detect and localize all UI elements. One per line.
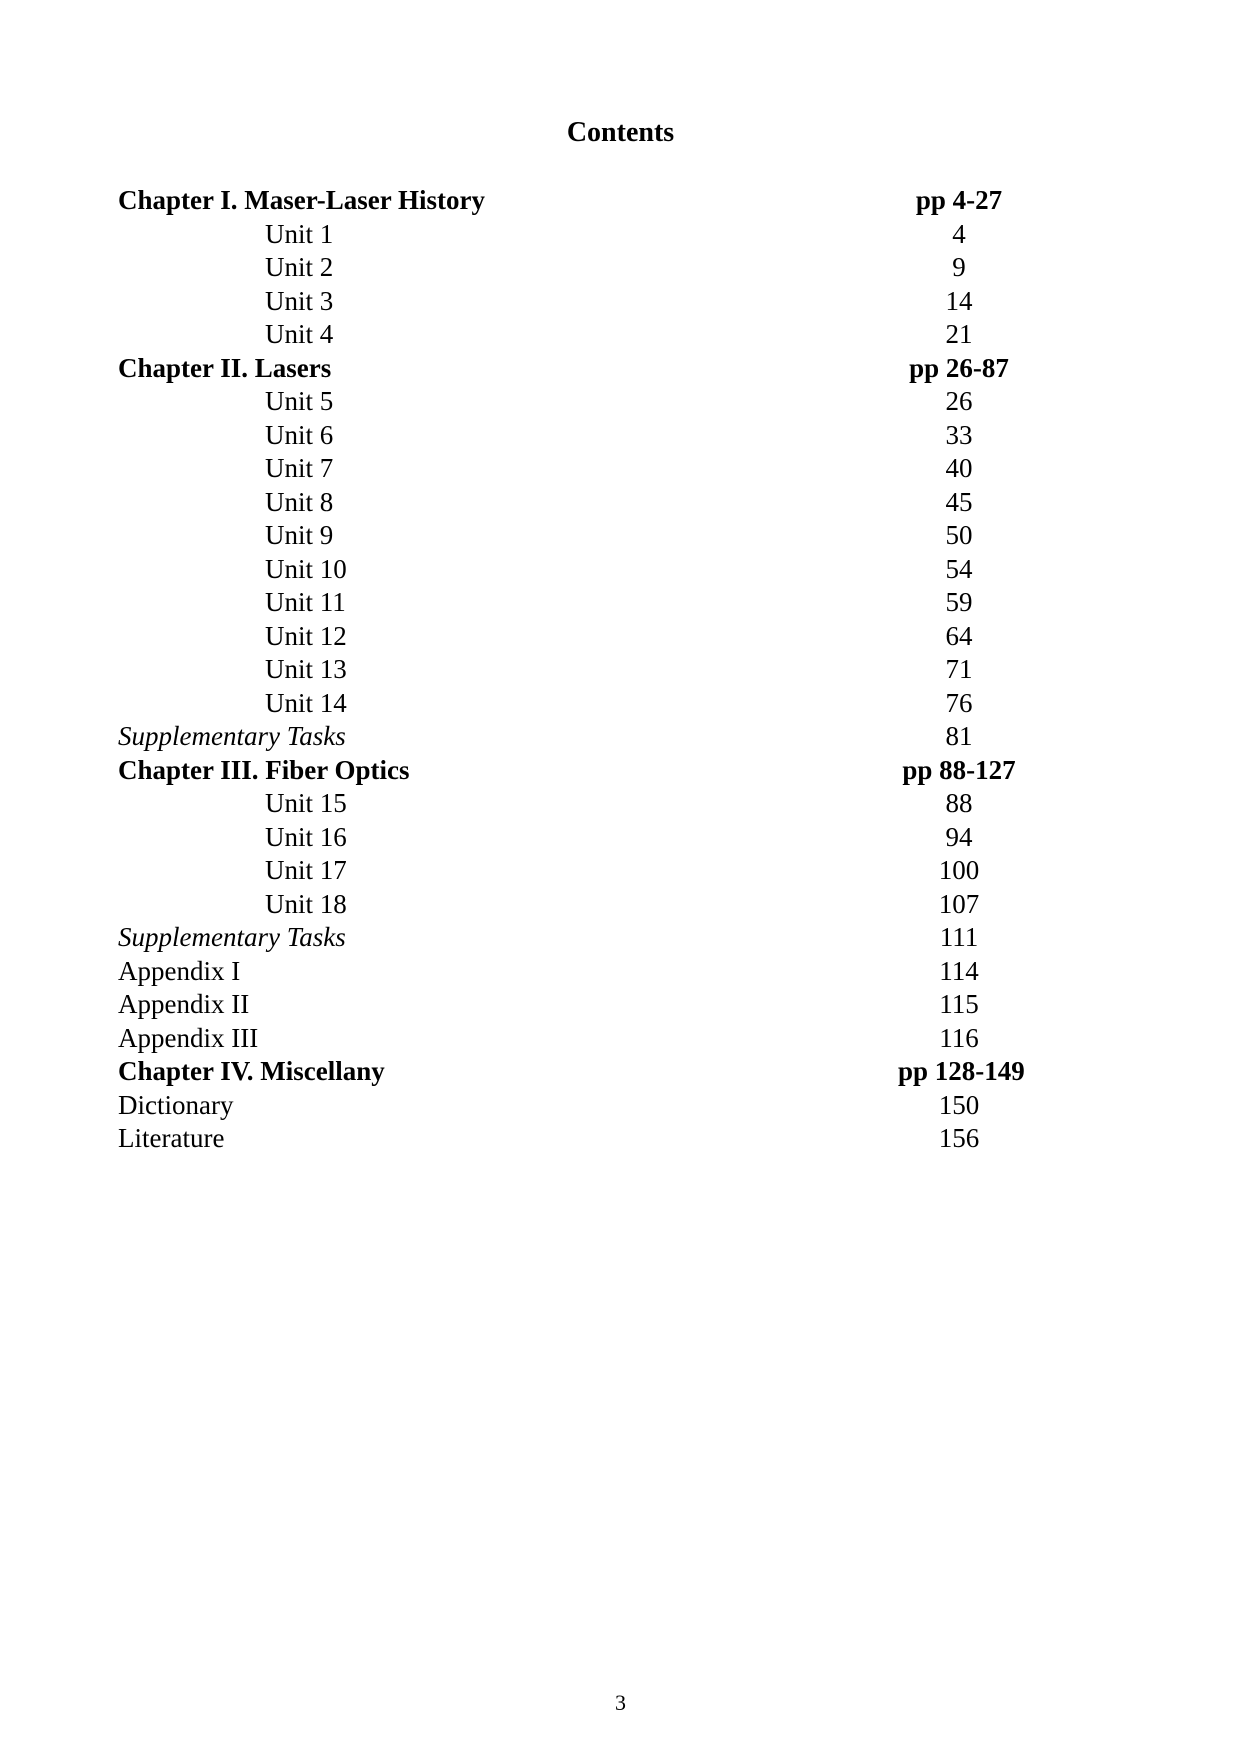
toc-entry-row	[118, 452, 1118, 486]
toc-entry-label: Unit 15	[265, 788, 347, 818]
toc-entry-label: Appendix I	[118, 955, 241, 986]
toc-entry-page: 111	[939, 922, 979, 952]
table-of-contents	[118, 184, 1118, 1156]
toc-entry-page: pp 128-149	[898, 1056, 1025, 1086]
toc-entry-page: 100	[938, 855, 980, 885]
toc-entry-page: 114	[939, 955, 979, 986]
toc-entry-label: Unit 2	[265, 252, 334, 282]
toc-entry-page: 45	[945, 486, 973, 517]
toc-chapter-row	[118, 184, 1118, 218]
toc-entry-row	[118, 251, 1118, 285]
toc-entry-label: Unit 17	[265, 855, 347, 885]
toc-entry-page: 54	[945, 553, 973, 584]
toc-entry-row	[118, 385, 1118, 419]
toc-entry-page: 156	[938, 1123, 980, 1153]
toc-entry-label: Unit 9	[265, 520, 334, 550]
toc-entry-label: Unit 1	[265, 218, 334, 249]
toc-entry-row	[118, 586, 1118, 620]
toc-chapter-row	[118, 754, 1118, 788]
toc-entry-page: 33	[945, 419, 973, 450]
toc-entry-page: 21	[945, 319, 973, 349]
toc-entry-page: 88	[945, 788, 973, 818]
toc-entry-page: 14	[945, 285, 973, 316]
toc-entry-label: Chapter II. Lasers	[118, 352, 332, 383]
toc-entry-page: 50	[945, 520, 973, 550]
toc-entry-label: Chapter III. Fiber Optics	[118, 754, 410, 785]
toc-entry-label: Unit 12	[265, 620, 347, 651]
toc-entry-row	[118, 1022, 1118, 1056]
toc-entry-label: Unit 13	[265, 654, 347, 684]
toc-entry-page: 150	[938, 1089, 980, 1120]
toc-entry-label: Chapter I. Maser-Laser History	[118, 185, 485, 215]
page-title: Contents	[566, 117, 675, 148]
toc-entry-label: Unit 6	[265, 419, 334, 450]
toc-entry-row	[118, 318, 1118, 352]
toc-entry-row	[118, 988, 1118, 1022]
toc-entry-label: Unit 8	[265, 486, 334, 517]
toc-entry-label: Unit 11	[265, 587, 346, 617]
toc-entry-page: 40	[945, 453, 973, 483]
toc-entry-label: Unit 5	[265, 386, 334, 416]
toc-entry-label: Unit 16	[265, 821, 347, 852]
toc-entry-page: 81	[945, 721, 973, 751]
toc-entry-row	[118, 1122, 1118, 1156]
toc-entry-page: 64	[945, 620, 973, 651]
toc-entry-label: Unit 4	[265, 319, 334, 349]
toc-entry-row	[118, 519, 1118, 553]
toc-entry-page: pp 4-27	[915, 185, 1003, 215]
toc-entry-row	[118, 620, 1118, 654]
toc-entry-row	[118, 787, 1118, 821]
toc-entry-row	[118, 955, 1118, 989]
toc-entry-label: Supplementary Tasks	[118, 922, 346, 952]
toc-entry-label: Unit 10	[265, 553, 347, 584]
toc-entry-page: pp 26-87	[909, 352, 1009, 383]
toc-entry-row	[118, 553, 1118, 587]
toc-entry-row	[118, 653, 1118, 687]
toc-entry-page: 26	[945, 386, 973, 416]
toc-entry-label: Unit 3	[265, 285, 334, 316]
page-number: 3	[615, 1690, 626, 1715]
toc-entry-page: 107	[938, 888, 980, 919]
toc-entry-row	[118, 486, 1118, 520]
toc-entry-page: 71	[945, 654, 973, 684]
toc-entry-label: Appendix II	[118, 989, 250, 1019]
toc-entry-page: 59	[945, 587, 973, 617]
toc-entry-label: Appendix III	[118, 1022, 259, 1053]
toc-entry-row	[118, 687, 1118, 721]
toc-chapter-row	[118, 1055, 1118, 1089]
toc-entry-page: 76	[945, 687, 973, 718]
toc-entry-row	[118, 218, 1118, 252]
toc-entry-label: Literature	[118, 1123, 225, 1153]
toc-entry-label: Supplementary Tasks	[118, 721, 346, 751]
toc-entry-page: 115	[939, 989, 979, 1019]
toc-entry-row	[118, 888, 1118, 922]
toc-entry-page: pp 88-127	[902, 754, 1016, 785]
toc-entry-row	[118, 854, 1118, 888]
toc-entry-row	[118, 821, 1118, 855]
toc-entry-label: Unit 14	[265, 687, 347, 718]
toc-entry-label: Chapter IV. Miscellany	[118, 1056, 385, 1086]
toc-entry-label: Unit 18	[265, 888, 347, 919]
toc-entry-label: Dictionary	[118, 1089, 234, 1120]
toc-entry-row	[118, 921, 1118, 955]
toc-entry-page: 9	[952, 252, 966, 282]
toc-entry-row	[118, 1089, 1118, 1123]
toc-entry-page: 4	[952, 218, 966, 249]
toc-entry-page: 94	[945, 821, 973, 852]
toc-chapter-row	[118, 352, 1118, 386]
toc-entry-row	[118, 419, 1118, 453]
toc-entry-label: Unit 7	[265, 453, 334, 483]
toc-entry-row	[118, 285, 1118, 319]
toc-entry-page: 116	[939, 1022, 979, 1053]
toc-entry-row	[118, 720, 1118, 754]
